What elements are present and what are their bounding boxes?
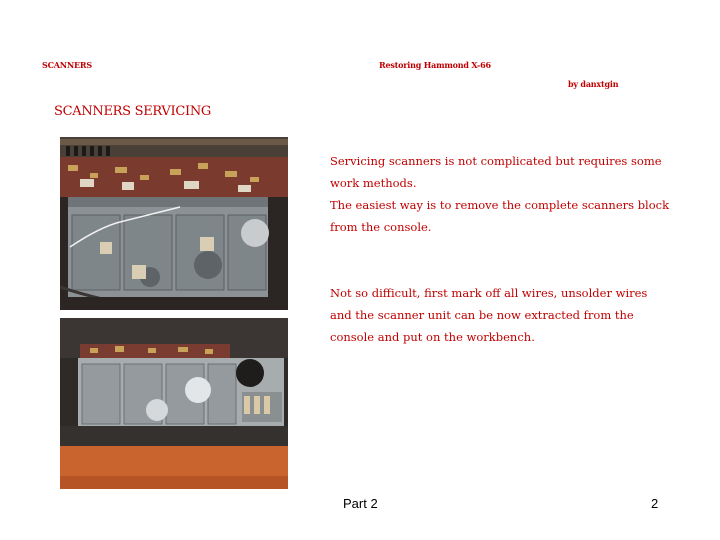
- body-text: [330, 150, 670, 348]
- header-section-label: SCANNERS: [42, 60, 92, 70]
- footer-part-label: Part 2: [343, 496, 378, 511]
- body-paragraph-2: The easiest way is to remove the complete scanners block from the console.: [330, 198, 670, 234]
- scanner-on-workbench-photo: [60, 318, 288, 489]
- scanner-in-console-photo: [60, 137, 288, 310]
- header-document-title: Restoring Hammond X-66: [379, 60, 491, 70]
- header-byline: by danxtgin: [568, 79, 619, 89]
- body-paragraph-3: Not so difficult, first mark off all wires, unsolder wires and the scanner unit can be now extracted from the console and put on the workbench.: [330, 286, 648, 344]
- section-title: SCANNERS SERVICING: [54, 104, 211, 119]
- page-number: 2: [651, 496, 659, 511]
- body-paragraph-1: Servicing scanners is not complicated but requires some work methods.: [330, 154, 662, 190]
